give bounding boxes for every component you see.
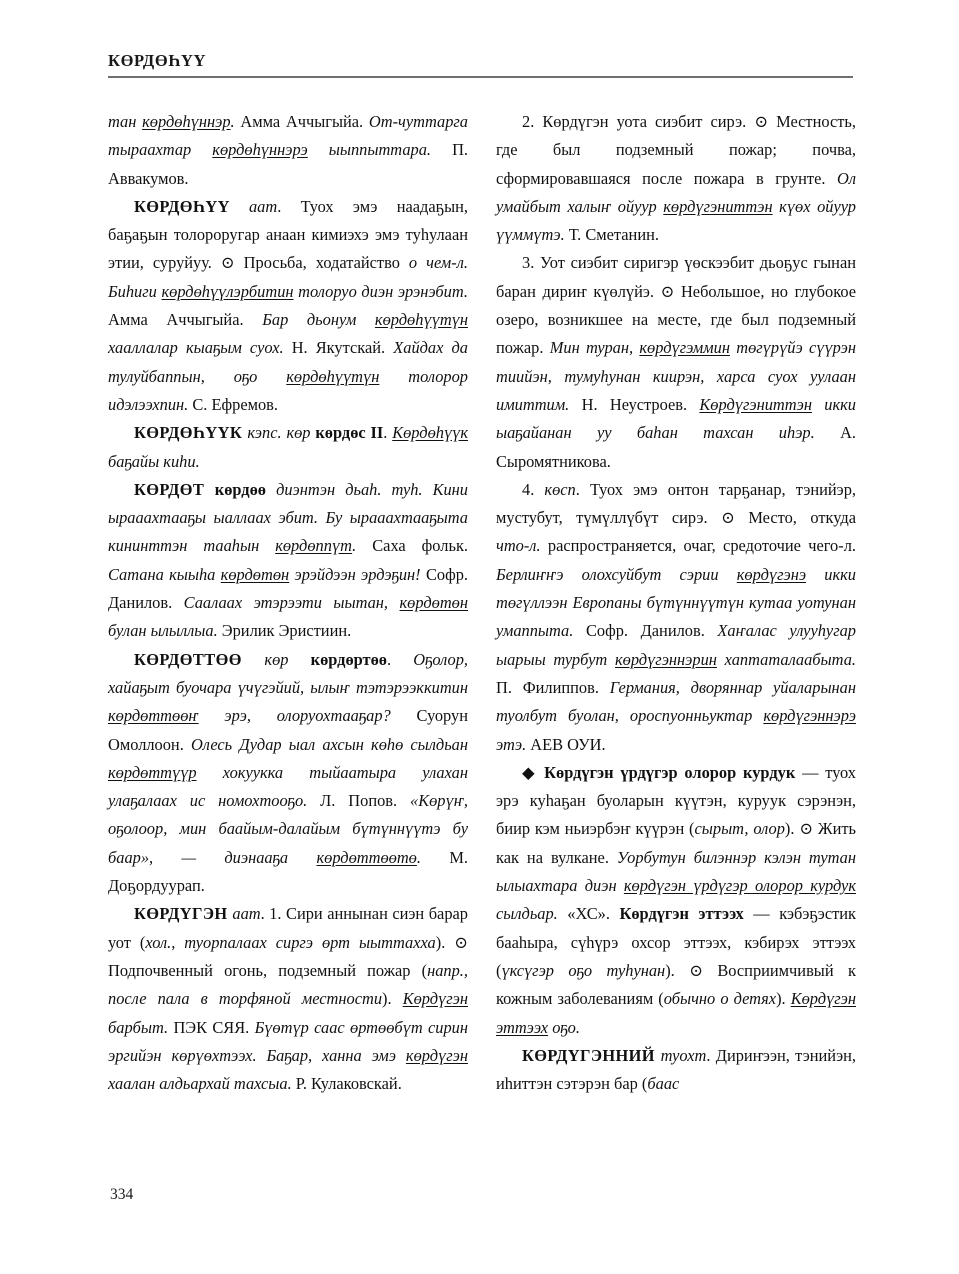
entry-kordottoo — [108, 646, 468, 901]
example-text: күөх ойуур үүммүтэ. — [496, 196, 856, 245]
grammar-label: аат — [232, 904, 261, 924]
source-attribution: Т. Сметанин. — [568, 225, 659, 245]
example-text: төгүрүйэ сүүрэн тиийэн, тумуһунан киирэн, харса суох уулаан имиттим. — [496, 338, 856, 414]
source-attribution: Амма Аччыгыйа. — [240, 112, 369, 131]
headword: КӨРДӨҺYYК — [134, 423, 248, 443]
translation-marker-icon: ⊙ — [799, 819, 818, 839]
example-text: тан — [108, 112, 143, 131]
keyword-form: көрдөттөөтө — [316, 847, 417, 867]
gloss-text: ). — [784, 819, 800, 839]
gloss-text: Подпочвенный огонь, подземный пожар ( — [108, 960, 428, 980]
example-text: что‑л. — [496, 536, 541, 556]
gloss-text: ). — [665, 960, 690, 980]
gloss-text: 4. — [522, 479, 545, 499]
source-attribution: Эрилик Эристиин. — [221, 621, 352, 641]
headword: КӨРДӨТТӨӨ — [134, 649, 265, 669]
example-text: булан ылыллыа. — [108, 621, 222, 641]
example-text: Берлиҥҥэ олохсуйбут сэрии — [496, 564, 737, 584]
example-text: толоруо диэн эрэнэбит. — [293, 281, 468, 301]
example-text: напр., после пала в торфяной местности — [108, 960, 468, 1009]
example-text: барбыт. — [108, 1017, 174, 1037]
entry-kordohuu — [108, 193, 468, 419]
example-text: оҕо. — [548, 1017, 580, 1037]
gloss-text: — кэбэҕэстик бааһыра, сүһүрэ охсор эттээх, кэбирэх эттээх ( — [496, 904, 857, 980]
example-text: Сатана кыыһа — [108, 564, 221, 584]
gloss-text: . 1. Сири аннынан сиэн барар уот ( — [108, 904, 468, 952]
gloss-text: ). — [776, 989, 791, 1009]
gloss-text: . — [383, 423, 393, 443]
bold-term: Көрдүгэн эттээх — [619, 904, 754, 924]
column-right — [496, 108, 856, 1148]
gloss-text: Место, откуда — [748, 508, 856, 528]
example-text: Бар дьонум — [262, 310, 375, 330]
keyword-form: көрдөтөн — [220, 564, 290, 584]
grammar-label: диэнтэн дьаһ. туһ. Кини ырааахтааҕы ыаллаах эбит. Бу ырааахтааҕыта кининттэн тааһын — [108, 479, 468, 556]
example-text: этэ. — [496, 734, 531, 754]
example-text: Оҕолор, хайаҕыт буочара үчүгэйий, ылыҥ тэтэрээккитин — [108, 649, 468, 697]
gloss-text: — туох эрэ куһаҕан буоларын күүтэн, куруук сэрэнэн, биир кэм ньиэрбэҥ күүрэн ( — [496, 762, 856, 839]
example-text: Олесь Дудар ыал ахсын көһө сылдьан — [190, 734, 469, 754]
keyword-form: Көрдөһүүк — [392, 423, 469, 443]
header-rule — [108, 76, 853, 78]
grammar-label: көсп — [544, 479, 576, 499]
running-head-area — [108, 52, 853, 78]
gloss-text: . Туох эмэ наадаҕын, баҕаҕын толороругар анаан кимиэхэ эмэ туһулаан этии, суруйуу. — [108, 196, 468, 273]
sense-three — [496, 249, 856, 475]
example-text: баҕайы киһи. — [108, 451, 200, 471]
example-text: баас — [647, 1074, 680, 1094]
two-column-body — [108, 108, 856, 1148]
example-text: Хайдах да тулуйбаппын, оҕо — [108, 338, 468, 386]
grammar-label: туохт — [660, 1045, 707, 1065]
source-attribution: Н. Якутскай. — [291, 338, 394, 358]
entry-kordot — [108, 476, 468, 646]
source-attribution: Софр. Данилов. — [108, 564, 468, 613]
keyword-form: көрдүгэннэрин — [614, 649, 717, 669]
example-text: икки төгүллээн Европаны бүтүннүүтүн кутаа уотунан умаппыта. — [496, 564, 856, 641]
gloss-text: . Туох эмэ онтон тарҕанар, тэнийэр, мустубут, түмүллүбүт сирэ. — [496, 479, 856, 528]
keyword-form: Көрдүгэниттэн — [699, 394, 812, 414]
gloss-text: Жить как на вулкане. — [496, 819, 856, 867]
headword: КӨРДӨҺYY — [134, 196, 249, 216]
gloss-text: Восприимчивый к кожным заболеваниям ( — [496, 960, 856, 1009]
example-text: хаалан алдьархай тахсыа. — [108, 1074, 296, 1094]
source-attribution: Саха фольк. — [372, 536, 468, 556]
grammar-label: аат — [248, 196, 278, 216]
source-attribution: Р. Кулаковскай. — [295, 1074, 402, 1094]
keyword-form: көрдүгэниттэн — [663, 196, 773, 216]
example-text: . — [352, 536, 373, 556]
source-attribution: А. Сыромятникова. — [496, 423, 856, 471]
keyword-form: көрдөһүүлэрбитин — [161, 281, 294, 301]
bold-term: көрдөс II — [315, 423, 384, 443]
example-text: хокуукка тыйаатыра улахан улаҕалаах ис номохтооҕо. — [108, 762, 468, 811]
source-attribution: М. Доҕордуурап. — [108, 847, 469, 896]
page-number: 334 — [110, 1186, 134, 1203]
source-attribution: АЕВ ОУИ. — [530, 734, 606, 754]
entry-kordugen — [108, 900, 468, 1098]
example-text: От‑чуттарга тыраахтар — [108, 112, 469, 160]
gloss-text: 2. Көрдүгэн уота сиэбит сирэ. — [522, 112, 755, 131]
example-text: хааллалар кыаҕым суох. — [108, 338, 292, 358]
gloss-text: Просьба, ходатайство — [243, 253, 409, 273]
translation-marker-icon: ⊙ — [454, 932, 468, 952]
gloss-text: распространяется, очаг, средоточие чего‑л. — [540, 536, 856, 556]
keyword-form: Көрдүгэн эттээх — [496, 989, 857, 1037]
translation-marker-icon: ⊙ — [220, 253, 244, 273]
example-text: . — [230, 112, 241, 131]
example-text: . — [416, 847, 450, 867]
bold-term: Көрдүгэн үрдүгэр олорор курдук — [544, 762, 803, 782]
example-text: Мин туран, — [549, 338, 640, 358]
gloss-text: ). — [435, 932, 455, 952]
keyword-form: көрдөтөн — [399, 593, 468, 613]
entry-continuation — [108, 108, 468, 193]
gloss-text: 3. Уот сиэбит сиригэр үөскээбит дьоҕус гынан баран дириҥ күөлүйэ. — [496, 253, 856, 301]
keyword-form: Көрдүгэн — [402, 989, 468, 1009]
example-text: сылдьар. — [496, 904, 568, 924]
source-attribution: Софр. Данилов. — [585, 621, 718, 641]
keyword-form: көрдөттүүр — [108, 762, 197, 782]
gloss-text: . — [387, 649, 414, 669]
translation-marker-icon: ⊙ — [721, 508, 749, 528]
example-text: хаптаталаабыта. — [716, 649, 856, 669]
column-left — [108, 108, 468, 1148]
example-text: эрэйдээн эрдэҕин! — [289, 564, 426, 584]
sense-four — [496, 476, 856, 759]
entry-kordugennii — [496, 1042, 856, 1099]
entry-kordohuuk — [108, 419, 468, 476]
keyword-form: көрдөһүүтүн — [286, 366, 380, 386]
translation-marker-icon: ⊙ — [689, 960, 718, 980]
grammar-label: кэпс. көр — [247, 423, 316, 443]
keyword-form: көрдүгэн үрдүгэр олорор курдук — [623, 876, 856, 896]
source-attribution: Амма Аччыгыйа. — [108, 310, 263, 330]
example-text: Германия, дворяннар уйаларынан туолбут буолан, ороспуонньуктар — [496, 677, 856, 726]
keyword-form: көрдөппүт — [275, 536, 353, 556]
keyword-form: көрдөттөөҥ — [108, 706, 199, 726]
keyword-form: көрдөһүүтүн — [374, 310, 468, 330]
headword: КӨРДҮГЭН — [134, 904, 233, 924]
example-text: икки ыаҕайанан уу баһан тахсан иһэр. — [496, 394, 856, 443]
running-head: КӨРДӨҺYY — [108, 51, 207, 70]
phrase-block — [496, 759, 856, 1042]
bold-term: көрдөө — [214, 479, 277, 499]
example-text: сырыт, олор — [694, 819, 785, 839]
headword: КӨРДӨТ — [134, 479, 215, 499]
sense-two — [496, 108, 856, 249]
gloss-text: Небольшое, но глубокое озеро, возникшее на месте, где был подземный пожар. — [496, 281, 856, 358]
grammar-label: көр — [264, 649, 311, 669]
example-text: Бүөтүр саас өртөөбүт сирин эргийэн көрүөхтээх. Баҕар, ханна эмэ — [108, 1017, 468, 1065]
example-text: эрэ, олоруохтааҕар? — [198, 706, 417, 726]
source-attribution: ПЭК СЯЯ. — [173, 1017, 255, 1037]
source-attribution: С. Ефремов. — [192, 394, 278, 414]
keyword-form: көрдүгэнэ — [736, 564, 807, 584]
source-attribution: Л. Попов. — [320, 791, 411, 811]
example-text: ыыппыттара. — [307, 140, 453, 160]
keyword-form: көрдүгэммин — [639, 338, 730, 358]
gloss-text: Местность, где был подземный пожар; почва, сформировавшаяся после пожара в грунте. — [496, 112, 856, 188]
source-attribution: П. Филиппов. — [496, 677, 610, 697]
example-text: Ол умайбыт халыҥ ойуур — [496, 168, 856, 216]
example-text: о чем‑л. Биһиги — [108, 253, 468, 301]
source-attribution: Н. Неустроев. — [581, 394, 700, 414]
example-text: Саалаах этэрээти ыытан, — [183, 593, 400, 613]
example-text: «Көрүҥ, оҕолоор, мин баайым‑далайым бүтүннүүтэ бу баар», — диэнааҕа — [108, 791, 468, 867]
translation-marker-icon: ⊙ — [660, 281, 681, 301]
example-text: Уорбутун билэннэр кэлэн тутан ылыахтара диэн — [496, 847, 856, 896]
source-attribution: Суорун Омоллоон. — [108, 706, 468, 754]
headword: КӨРДҮГЭННИЙ — [522, 1045, 661, 1065]
keyword-form: көрдүгэннэрэ — [763, 706, 856, 726]
example-text: Хаҥалас улууһугар ыарыы турбут — [496, 621, 856, 669]
translation-marker-icon: ⊙ — [754, 112, 777, 131]
example-text: обычно о детях — [663, 989, 777, 1009]
gloss-text: ). — [382, 989, 403, 1009]
bold-term: көрдөртөө — [310, 649, 387, 669]
keyword-form: көрдүгэн — [405, 1045, 468, 1065]
example-text: хол., туорпалаах сиргэ өрт ыыттахха — [145, 932, 436, 952]
source-attribution: «ХС». — [567, 904, 620, 924]
source-attribution: П. Аввакумов. — [108, 140, 468, 188]
keyword-form: көрдөһүннэрэ — [212, 140, 308, 160]
gloss-text: . Дириҥээн, тэнийэн, иһиттэн сэтэрэн бар ( — [496, 1045, 856, 1094]
example-text: үксүгэр оҕо туһунан — [501, 960, 666, 980]
keyword-form: көрдөһүннэр — [142, 112, 231, 131]
phrase-marker-icon: ◆ — [522, 762, 545, 782]
example-text: толорор идэлээхпин. — [108, 366, 468, 414]
